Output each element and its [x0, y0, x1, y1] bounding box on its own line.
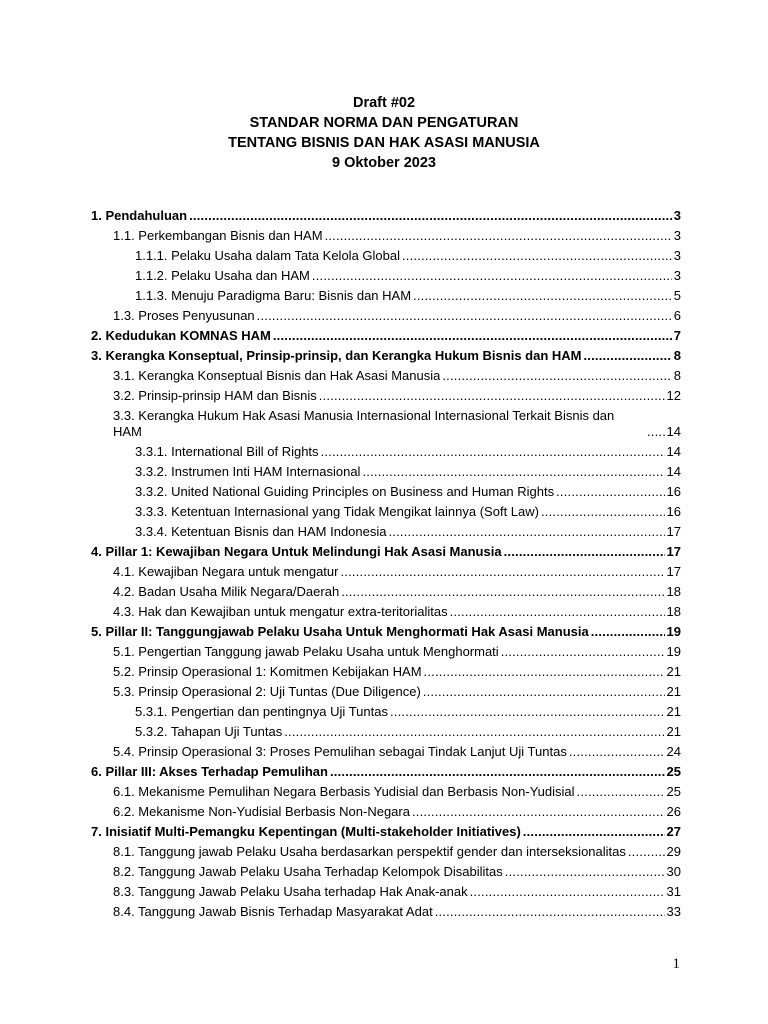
toc-entry-page: 17: [666, 564, 681, 579]
toc-entry[interactable]: [91, 623, 681, 643]
toc-entry[interactable]: [91, 247, 681, 267]
toc-entry-label: 3.3.2. Instrumen Inti HAM Internasional: [135, 464, 361, 479]
toc-entry-label: 1.1.1. Pelaku Usaha dalam Tata Kelola Global: [135, 248, 400, 263]
toc-dot-leader: [321, 444, 665, 460]
toc-dot-leader: [402, 248, 672, 264]
toc-dot-leader: [569, 744, 665, 760]
toc-entry-label: 4. Pillar 1: Kewajiban Negara Untuk Melindungi Hak Asasi Manusia: [91, 544, 502, 559]
toc-entry-label: 1.1. Perkembangan Bisnis dan HAM: [113, 228, 323, 243]
page-number: 1: [672, 956, 680, 972]
toc-entry-page: 14: [666, 424, 681, 439]
toc-entry[interactable]: [91, 443, 681, 463]
toc-dot-leader: [541, 504, 665, 520]
toc-entry-label: 3.2. Prinsip-prinsip HAM dan Bisnis: [113, 388, 317, 403]
toc-entry-label: 5.2. Prinsip Operasional 1: Komitmen Kebijakan HAM: [113, 664, 422, 679]
toc-entry[interactable]: [91, 407, 681, 443]
document-title: STANDAR NORMA DAN PENGATURAN: [249, 115, 519, 131]
toc-dot-leader: [389, 524, 665, 540]
toc-entry-page: 5: [673, 288, 681, 303]
toc-entry-label: 6. Pillar III: Akses Terhadap Pemulihan: [91, 764, 328, 779]
toc-dot-leader: [273, 328, 672, 344]
toc-dot-leader: [556, 484, 664, 500]
toc-entry-page: 27: [666, 824, 681, 839]
toc-dot-leader: [257, 308, 672, 324]
toc-entry-page: 33: [666, 904, 681, 919]
toc-entry-page: 26: [666, 804, 681, 819]
toc-entry[interactable]: [91, 743, 681, 763]
toc-dot-leader: [470, 884, 665, 900]
toc-entry[interactable]: [91, 683, 681, 703]
toc-entry-label: 5.3. Prinsip Operasional 2: Uji Tuntas (Due Diligence): [113, 684, 421, 699]
draft-label: Draft #02: [352, 95, 416, 111]
toc-entry-page: 8: [673, 368, 681, 383]
toc-entry-page: 3: [673, 228, 681, 243]
toc-entry-label: 3.3.3. Ketentuan Internasional yang Tidak Mengikat lainnya (Soft Law): [135, 504, 539, 519]
document-date: 9 Oktober 2023: [332, 155, 436, 171]
toc-entry[interactable]: [91, 803, 681, 823]
toc-entry-label: 4.3. Hak dan Kewajiban untuk mengatur extra-teritorialitas: [113, 604, 448, 619]
toc-entry-page: 8: [673, 348, 681, 363]
toc-entry[interactable]: [91, 783, 681, 803]
toc-entry[interactable]: [91, 307, 681, 327]
toc-entry[interactable]: [91, 663, 681, 683]
toc-entry-label: 6.2. Mekanisme Non-Yudisial Berbasis Non-Negara: [113, 804, 410, 819]
toc-entry[interactable]: [91, 763, 681, 783]
toc-dot-leader: [591, 624, 665, 640]
toc-entry-page: 19: [666, 624, 681, 639]
toc-entry[interactable]: [91, 207, 681, 227]
toc-entry-page: 14: [666, 444, 681, 459]
toc-dot-leader: [505, 864, 665, 880]
toc-entry[interactable]: [91, 563, 681, 583]
toc-entry-label: 5.1. Pengertian Tanggung jawab Pelaku Usaha untuk Menghormati: [113, 644, 499, 659]
toc-entry[interactable]: [91, 583, 681, 603]
toc-entry-label: 3.3.4. Ketentuan Bisnis dan HAM Indonesia: [135, 524, 387, 539]
toc-entry-page: 16: [666, 504, 681, 519]
toc-entry[interactable]: [91, 863, 681, 883]
toc-entry-label: 1. Pendahuluan: [91, 208, 188, 223]
toc-entry-page: 14: [666, 464, 681, 479]
toc-entry[interactable]: [91, 523, 681, 543]
toc-entry[interactable]: [91, 227, 681, 247]
toc-entry[interactable]: [91, 463, 681, 483]
toc-dot-leader: [501, 644, 665, 660]
toc-entry-label: 3.3.1. International Bill of Rights: [135, 444, 319, 459]
toc-entry-label: 6.1. Mekanisme Pemulihan Negara Berbasis Yudisial dan Berbasis Non-Yudisial: [113, 784, 575, 799]
toc-dot-leader: [341, 584, 664, 600]
toc-entry-label: 1.1.2. Pelaku Usaha dan HAM: [135, 268, 310, 283]
toc-entry-label: 5.3.1. Pengertian dan pentingnya Uji Tuntas: [135, 704, 388, 719]
toc-entry-page: 29: [666, 844, 681, 859]
toc-entry-page: 3: [673, 208, 681, 223]
toc-entry[interactable]: [91, 327, 681, 347]
toc-dot-leader: [435, 904, 665, 920]
toc-entry-page: 16: [666, 484, 681, 499]
toc-dot-leader: [523, 824, 665, 840]
document-header: [0, 93, 768, 173]
toc-entry[interactable]: [91, 723, 681, 743]
toc-entry[interactable]: [91, 603, 681, 623]
toc-dot-leader: [504, 544, 665, 560]
toc-entry-label: 4.2. Badan Usaha Milik Negara/Daerah: [113, 584, 340, 599]
toc-entry[interactable]: [91, 543, 681, 563]
toc-entry-page: 3: [673, 248, 681, 263]
toc-entry-label: 8.1. Tanggung jawab Pelaku Usaha berdasarkan perspektif gender dan interseksionalitas: [113, 844, 626, 859]
toc-entry-label: 5.4. Prinsip Operasional 3: Proses Pemulihan sebagai Tindak Lanjut Uji Tuntas: [113, 744, 567, 759]
toc-dot-leader: [189, 208, 672, 224]
toc-entry-page: 18: [666, 584, 681, 599]
toc-entry[interactable]: [91, 843, 681, 863]
toc-dot-leader: [423, 684, 665, 700]
toc-entry-label: 4.1. Kewajiban Negara untuk mengatur: [113, 564, 339, 579]
toc-dot-leader: [628, 844, 665, 860]
toc-entry-label: 3.1. Kerangka Konseptual Bisnis dan Hak Asasi Manusia: [113, 368, 441, 383]
toc-entry-page: 17: [666, 544, 681, 559]
toc-dot-leader: [390, 704, 665, 720]
toc-entry-label: 5.3.2. Tahapan Uji Tuntas: [135, 724, 283, 739]
toc-dot-leader: [319, 388, 665, 404]
toc-entry-page: 18: [666, 604, 681, 619]
toc-entry-label: 2. Kedudukan KOMNAS HAM: [91, 328, 271, 343]
toc-dot-leader: [325, 228, 672, 244]
toc-entry-page: 31: [666, 884, 681, 899]
toc-dot-leader: [284, 724, 664, 740]
toc-entry-label: 3.3. Kerangka Hukum Hak Asasi Manusia Internasional Internasional Terkait Bisnis dan HAM: [113, 408, 615, 439]
toc-entry-page: 21: [666, 684, 681, 699]
toc-entry-label: 5. Pillar II: Tanggungjawab Pelaku Usaha Untuk Menghormati Hak Asasi Manusia: [91, 624, 589, 639]
toc-dot-leader: [413, 288, 672, 304]
toc-entry[interactable]: [91, 903, 681, 923]
toc-dot-leader: [424, 664, 665, 680]
toc-entry-page: 6: [673, 308, 681, 323]
toc-entry-page: 21: [666, 724, 681, 739]
toc-entry[interactable]: [91, 483, 681, 503]
toc-entry-page: 12: [666, 388, 681, 403]
toc-entry-label: 8.3. Tanggung Jawab Pelaku Usaha terhadap Hak Anak-anak: [113, 884, 468, 899]
toc-entry-label: 7. Inisiatif Multi-Pemangku Kepentingan (Multi-stakeholder Initiatives): [91, 824, 521, 839]
toc-entry[interactable]: [91, 347, 681, 367]
toc-dot-leader: [340, 564, 664, 580]
toc-entry-page: 30: [666, 864, 681, 879]
toc-entry-label: 3.3.2. United National Guiding Principles on Business and Human Rights: [135, 484, 555, 499]
toc-dot-leader: [362, 464, 664, 480]
toc-entry[interactable]: [91, 387, 681, 407]
toc-entry-page: 19: [666, 644, 681, 659]
toc-entry[interactable]: [91, 367, 681, 387]
toc-dot-leader: [330, 764, 665, 780]
toc-entry-page: 21: [666, 704, 681, 719]
toc-dot-leader: [312, 268, 672, 284]
toc-dot-leader: [647, 424, 665, 440]
toc-entry-label: 8.4. Tanggung Jawab Bisnis Terhadap Masyarakat Adat: [113, 904, 433, 919]
toc-entry[interactable]: [91, 643, 681, 663]
toc-entry-page: 7: [673, 328, 681, 343]
toc-entry[interactable]: [91, 823, 681, 843]
table-of-contents: [91, 207, 681, 923]
toc-entry-label: 3. Kerangka Konseptual, Prinsip-prinsip, dan Kerangka Hukum Bisnis dan HAM: [91, 348, 582, 363]
toc-entry-page: 17: [666, 524, 681, 539]
toc-entry[interactable]: [91, 267, 681, 287]
toc-dot-leader: [577, 784, 665, 800]
toc-dot-leader: [450, 604, 665, 620]
toc-entry-page: 24: [666, 744, 681, 759]
toc-entry-page: 25: [666, 764, 681, 779]
toc-entry[interactable]: [91, 287, 681, 307]
toc-dot-leader: [412, 804, 665, 820]
toc-dot-leader: [442, 368, 671, 384]
toc-entry-page: 3: [673, 268, 681, 283]
document-subtitle: TENTANG BISNIS DAN HAK ASASI MANUSIA: [228, 135, 540, 151]
toc-entry[interactable]: [91, 883, 681, 903]
toc-entry-label: 1.1.3. Menuju Paradigma Baru: Bisnis dan HAM: [135, 288, 412, 303]
toc-entry-label: 8.2. Tanggung Jawab Pelaku Usaha Terhadap Kelompok Disabilitas: [113, 864, 503, 879]
toc-entry-page: 21: [666, 664, 681, 679]
toc-dot-leader: [583, 348, 671, 364]
toc-entry-label: 1.3. Proses Penyusunan: [113, 308, 255, 323]
toc-entry[interactable]: [91, 703, 681, 723]
toc-entry-page: 25: [666, 784, 681, 799]
toc-entry[interactable]: [91, 503, 681, 523]
